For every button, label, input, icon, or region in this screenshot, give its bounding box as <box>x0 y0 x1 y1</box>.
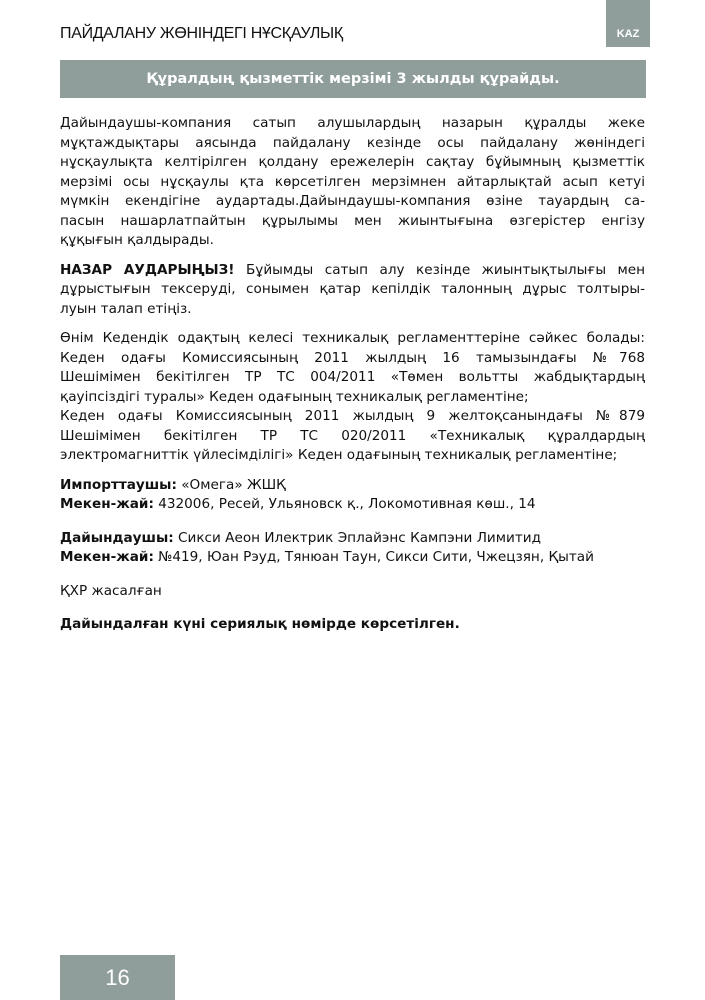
text-line: электромагниттік үйлесімділігі» Кеден одағының техникалық регламентіне; <box>60 447 618 463</box>
address-value: №419, Юан Рэуд, Тянюан Таун, Сикси Сити, Чжецзян, Қытай <box>153 549 594 565</box>
importer-line <box>60 476 645 496</box>
address-value: 432006, Ресей, Ульяновск қ., Локомотивная көш., 14 <box>153 496 536 512</box>
paragraph-manufacturer-notice <box>60 114 645 251</box>
attention-label: НАЗАР АУДАРЫҢЫЗ! <box>60 261 235 278</box>
manufacturer-label: Дайындаушы: <box>60 529 174 546</box>
text-line: пасын нашарлатпайтын құрылымы мен жиынтығына өзгерістер енгізу <box>60 212 645 229</box>
text-line: Шешімімен бекітілген ТР ТС 020/2011 «Техникалық құралдардың <box>60 427 645 444</box>
manufacturer-block <box>60 529 645 568</box>
text-line <box>60 261 645 281</box>
text-line: Өнім Кедендік одақтың келесі техникалық регламенттеріне сәйкес болады: <box>60 330 645 346</box>
document-body <box>60 114 645 635</box>
page-number: 16 <box>60 955 175 1000</box>
importer-block <box>60 476 645 515</box>
address-label: Мекен-жай: <box>60 496 154 512</box>
text-line: дұрыстығын тексеруді, сонымен қатар кепілдік талонның дұрыс толтыры- <box>60 281 645 297</box>
paragraph-regulations <box>60 329 645 466</box>
manufacturer-value: Сикси Аеон Илектрик Эплайэнс Кампэни Лимитид <box>173 529 541 546</box>
manufacturer-line <box>60 529 645 549</box>
text-line: луын талап етіңіз. <box>60 300 192 317</box>
text-line: Кеден одағы Комиссиясының 2011 жылдың 16 тамызындағы №768 <box>60 349 645 366</box>
manufacture-date-note: Дайындалған күні сериялық нөмірде көрсетілген. <box>60 616 460 632</box>
service-life-banner: Құралдың қызметтік мерзімі 3 жылды құрайды. <box>60 60 646 98</box>
manufacturer-address-line <box>60 548 645 568</box>
text-line: мүмкін екендігіне аудартады.Дайындаушы-компания өзіне тауардың са- <box>60 193 645 209</box>
paragraph-attention <box>60 261 645 320</box>
importer-label: Импорттаушы: <box>60 476 177 493</box>
text-line: құқығын қалдырады. <box>60 232 214 248</box>
text-line: қауіпсіздігі туралы» Кеден одағының техникалық регламентіне; <box>60 388 529 405</box>
text-line: Шешімімен бекітілген ТР ТС 004/2011 «Төмен вольтты жабдықтардың <box>60 369 645 385</box>
language-tag: KAZ <box>606 0 650 47</box>
text-span: Бұйымды сатып алу кезінде жиынтықтылығы мен <box>234 261 645 278</box>
country-of-origin: ҚХР жасалған <box>60 582 162 599</box>
importer-address-line <box>60 495 645 515</box>
text-line: Кеден одағы Комиссиясының 2011 жылдың 9 желтоқсанындағы №879 <box>60 408 645 424</box>
address-label: Мекен-жай: <box>60 549 154 565</box>
document-header-title: ПАЙДАЛАНУ ЖӨНІНДЕГІ НҰСҚАУЛЫҚ <box>60 25 343 42</box>
text-line: Дайындаушы-компания сатып алушылардың назарын құралды жеке <box>60 115 645 131</box>
text-line: нұсқаулықта келтірілген қолдану ережелерін сақтау бұйымның қызметтік <box>60 154 645 170</box>
importer-value: «Омега» ЖШҚ <box>176 476 286 493</box>
text-line: мерзімі осы нұсқаулы қта көрсетілген мерзімнен айтарлықтай асып кетуі <box>60 173 645 190</box>
text-line: мұқтаждықтары аясында пайдалану кезінде осы пайдалану жөніндегі <box>60 134 645 151</box>
